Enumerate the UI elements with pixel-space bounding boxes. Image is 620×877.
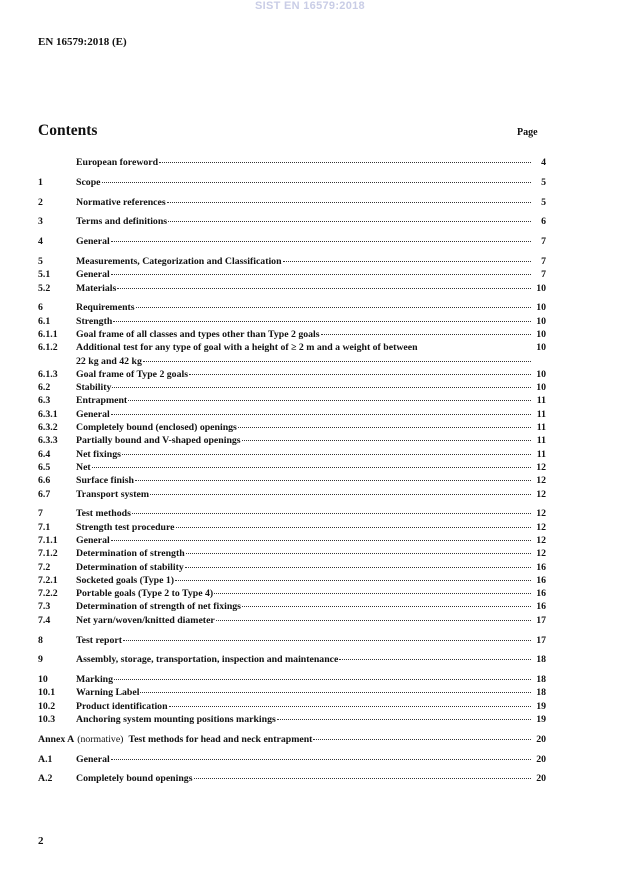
toc-entry[interactable] bbox=[38, 561, 546, 574]
toc-entry-number: 10.2 bbox=[38, 700, 56, 712]
toc-entry-page: 12 bbox=[536, 461, 546, 473]
toc-entry-title bbox=[76, 534, 532, 547]
toc-entry-title bbox=[76, 421, 532, 434]
annex-title-text: Test methods for head and neck entrapment bbox=[128, 733, 313, 745]
toc-entry-page: 19 bbox=[536, 713, 546, 725]
toc-entry-title-text: Warning Label bbox=[76, 687, 140, 699]
dot-leader bbox=[216, 620, 531, 621]
annex-entry[interactable] bbox=[38, 733, 546, 746]
toc-entry-title bbox=[76, 600, 532, 613]
toc-entry-number: 5 bbox=[38, 255, 43, 267]
dot-leader bbox=[168, 221, 531, 222]
toc-entry-title bbox=[76, 474, 532, 487]
toc-entry-title-text: Scope bbox=[76, 176, 101, 188]
toc-entry-page: 11 bbox=[536, 408, 546, 420]
dot-leader bbox=[242, 606, 531, 607]
toc-entry-page: 5 bbox=[541, 196, 546, 208]
toc-entry-page: 4 bbox=[541, 157, 546, 168]
toc-entry-page: 10 bbox=[536, 342, 546, 354]
page-number: 2 bbox=[38, 835, 44, 847]
toc-entry[interactable] bbox=[38, 448, 546, 461]
toc-entry-number: 5.1 bbox=[38, 269, 51, 281]
dot-leader bbox=[185, 567, 531, 568]
toc-entry-number: 6 bbox=[38, 302, 43, 314]
toc-entry-page: 12 bbox=[536, 475, 546, 487]
dot-leader bbox=[143, 361, 531, 362]
toc-entry-title-text: Stability bbox=[76, 382, 112, 394]
toc-entry-title-text: Terms and definitions bbox=[76, 216, 168, 228]
dot-leader bbox=[186, 553, 531, 554]
page-column-label: Page bbox=[517, 127, 538, 138]
toc-entry-title-text: Net yarn/woven/knitted diameter bbox=[76, 614, 215, 626]
toc-entry-number: 10 bbox=[38, 674, 48, 686]
dot-leader bbox=[242, 440, 531, 441]
toc-entry-title-text: Goal frame of Type 2 goals bbox=[76, 368, 189, 380]
toc-entry-title bbox=[76, 700, 532, 713]
dot-leader bbox=[92, 467, 531, 468]
dot-leader bbox=[111, 759, 531, 760]
toc-entry-title bbox=[76, 634, 532, 647]
toc-entry-number: 7.3 bbox=[38, 601, 51, 613]
toc-entry-title-text: Requirements bbox=[76, 302, 135, 314]
toc-entry-number: 1 bbox=[38, 176, 43, 188]
dot-leader bbox=[135, 480, 531, 481]
toc-entry[interactable] bbox=[38, 282, 546, 295]
toc-entry[interactable] bbox=[38, 434, 546, 447]
toc-entry[interactable] bbox=[38, 634, 546, 647]
toc-entry[interactable] bbox=[38, 488, 546, 501]
table-of-contents bbox=[38, 156, 546, 786]
toc-entry-number: 6.1.1 bbox=[38, 328, 58, 340]
dot-leader bbox=[176, 527, 531, 528]
toc-entry-number: 7.2 bbox=[38, 561, 51, 573]
toc-entry[interactable] bbox=[38, 753, 546, 766]
toc-entry-page: 12 bbox=[536, 508, 546, 520]
toc-entry-title-text: Surface finish bbox=[76, 475, 134, 487]
toc-entry-title-text: European foreword bbox=[76, 157, 159, 168]
toc-entry[interactable] bbox=[38, 301, 546, 314]
toc-entry-number: 5.2 bbox=[38, 282, 51, 294]
toc-entry-title-text: Entrapment bbox=[76, 395, 128, 407]
toc-entry-title bbox=[76, 673, 532, 686]
toc-entry-page: 11 bbox=[536, 422, 546, 434]
toc-entry-page: 10 bbox=[536, 315, 546, 327]
watermark: SIST EN 16579:2018 bbox=[255, 0, 365, 12]
toc-entry[interactable] bbox=[38, 176, 546, 189]
toc-entry-title-text: Socketed goals (Type 1) bbox=[76, 574, 175, 586]
dot-leader bbox=[169, 706, 531, 707]
dot-leader bbox=[117, 288, 531, 289]
toc-entry[interactable] bbox=[38, 686, 546, 699]
toc-entry[interactable] bbox=[38, 614, 546, 627]
toc-entry[interactable] bbox=[38, 408, 546, 421]
toc-entry-title bbox=[76, 301, 532, 314]
toc-entry-title-text: Materials bbox=[76, 282, 117, 294]
dot-leader bbox=[111, 414, 531, 415]
toc-entry-number: A.1 bbox=[38, 753, 53, 765]
toc-entry-page: 10 bbox=[536, 302, 546, 314]
toc-entry-page: 18 bbox=[536, 687, 546, 699]
dot-leader bbox=[122, 454, 531, 455]
toc-entry-title bbox=[76, 587, 532, 600]
toc-entry-title-text: General bbox=[76, 753, 110, 765]
toc-entry-number: A.2 bbox=[38, 773, 53, 785]
toc-entry[interactable] bbox=[38, 196, 546, 209]
toc-entry-page: 7 bbox=[541, 255, 546, 267]
toc-entry-title-text: Normative references bbox=[76, 196, 166, 208]
toc-entry-title-text: General bbox=[76, 269, 110, 281]
toc-entry-title bbox=[76, 521, 532, 534]
toc-entry-title-text: General bbox=[76, 534, 110, 546]
toc-entry-title-text: General bbox=[76, 408, 110, 420]
toc-entry-number: 10.1 bbox=[38, 687, 56, 699]
toc-entry[interactable] bbox=[38, 653, 546, 666]
toc-entry-page: 20 bbox=[536, 733, 546, 745]
toc-entry-number: 7.4 bbox=[38, 614, 51, 626]
toc-entry-number: 7.2.2 bbox=[38, 588, 58, 600]
toc-entry-title-text: Anchoring system mounting positions markings bbox=[76, 713, 276, 725]
toc-entry[interactable] bbox=[38, 474, 546, 487]
toc-entry-title-text: Portable goals (Type 2 to Type 4) bbox=[76, 588, 214, 600]
toc-entry-title-text: Completely bound openings bbox=[76, 773, 193, 785]
toc-entry[interactable] bbox=[38, 394, 546, 407]
toc-entry[interactable] bbox=[38, 255, 546, 268]
dot-leader bbox=[194, 778, 531, 779]
document-id: EN 16579:2018 (E) bbox=[38, 36, 127, 48]
toc-entry-title bbox=[76, 547, 532, 560]
dot-leader bbox=[128, 400, 531, 401]
toc-entry-page: 19 bbox=[536, 700, 546, 712]
toc-entry-page: 16 bbox=[536, 561, 546, 573]
toc-entry[interactable] bbox=[38, 421, 546, 434]
toc-entry-title bbox=[76, 507, 532, 520]
toc-entry-title bbox=[76, 315, 532, 328]
toc-entry[interactable] bbox=[38, 268, 546, 281]
toc-entry[interactable] bbox=[38, 772, 546, 785]
toc-entry-title bbox=[76, 255, 532, 268]
dot-leader bbox=[321, 334, 531, 335]
toc-entry-title-text: Marking bbox=[76, 674, 114, 686]
toc-entry-title bbox=[76, 653, 532, 666]
toc-entry-page: 7 bbox=[541, 269, 546, 281]
toc-entry-number: 8 bbox=[38, 634, 43, 646]
toc-entry-number: 6.1.3 bbox=[38, 368, 58, 380]
toc-entry-page: 7 bbox=[541, 236, 546, 248]
toc-entry-title-text: Net fixings bbox=[76, 448, 121, 460]
toc-entry-title bbox=[76, 156, 532, 169]
toc-entry-title-text: Strength test procedure bbox=[76, 521, 175, 533]
toc-entry[interactable] bbox=[38, 315, 546, 328]
annex-label: Annex A bbox=[38, 733, 75, 745]
toc-entry-number: 6.6 bbox=[38, 475, 51, 487]
toc-entry-title bbox=[76, 368, 532, 381]
toc-entry-title bbox=[76, 215, 532, 228]
toc-entry-number: 9 bbox=[38, 654, 43, 666]
toc-entry[interactable] bbox=[38, 235, 546, 248]
toc-entry-title-text: Determination of strength bbox=[76, 548, 185, 560]
toc-entry-title bbox=[76, 341, 532, 368]
toc-entry-number: 6.2 bbox=[38, 382, 51, 394]
toc-entry[interactable] bbox=[38, 381, 546, 394]
toc-entry-title bbox=[76, 561, 532, 574]
toc-entry-title bbox=[76, 196, 532, 209]
toc-entry-title bbox=[76, 268, 532, 281]
annex-qualifier: (normative) bbox=[77, 733, 124, 745]
toc-entry-number: 7.1.2 bbox=[38, 548, 58, 560]
toc-entry-title bbox=[76, 448, 532, 461]
toc-entry-title-line: 22 kg and 42 kg bbox=[76, 355, 142, 367]
toc-entry-number: 7.1.1 bbox=[38, 534, 58, 546]
dot-leader bbox=[136, 307, 531, 308]
toc-entry-title bbox=[76, 235, 532, 248]
dot-leader bbox=[102, 182, 532, 183]
dot-leader bbox=[339, 659, 531, 660]
toc-entry-page: 18 bbox=[536, 674, 546, 686]
dot-leader bbox=[283, 261, 531, 262]
toc-entry-page: 17 bbox=[536, 614, 546, 626]
toc-entry-number: 7.2.1 bbox=[38, 574, 58, 586]
dot-leader bbox=[150, 494, 531, 495]
toc-entry-title-text: Test methods bbox=[76, 508, 131, 520]
toc-entry-number: 6.1 bbox=[38, 315, 51, 327]
toc-entry-title-text: Measurements, Categorization and Classification bbox=[76, 255, 282, 267]
dot-leader bbox=[111, 241, 531, 242]
toc-entry-title-text: Completely bound (enclosed) openings bbox=[76, 422, 237, 434]
toc-entry-number: 10.3 bbox=[38, 713, 56, 725]
toc-entry-title bbox=[76, 408, 532, 421]
toc-entry-title bbox=[76, 461, 532, 474]
toc-entry-number: 6.1.2 bbox=[38, 342, 58, 354]
dot-leader bbox=[113, 321, 531, 322]
toc-entry-title bbox=[76, 282, 532, 295]
toc-entry[interactable] bbox=[38, 521, 546, 534]
dot-leader bbox=[159, 162, 531, 163]
toc-entry[interactable] bbox=[38, 700, 546, 713]
toc-entry[interactable] bbox=[38, 587, 546, 600]
toc-entry-title-text: Assembly, storage, transportation, inspection and maintenance bbox=[76, 654, 339, 666]
toc-entry[interactable] bbox=[38, 461, 546, 474]
toc-entry[interactable] bbox=[38, 507, 546, 520]
toc-entry-number: 6.3.3 bbox=[38, 435, 58, 447]
toc-entry[interactable] bbox=[38, 574, 546, 587]
toc-entry-title-text: Net bbox=[76, 461, 91, 473]
dot-leader bbox=[214, 593, 531, 594]
toc-entry-page: 16 bbox=[536, 601, 546, 613]
toc-entry-title-text: Partially bound and V-shaped openings bbox=[76, 435, 241, 447]
toc-entry-title bbox=[76, 753, 532, 766]
dot-leader bbox=[123, 640, 531, 641]
toc-entry-title bbox=[76, 614, 532, 627]
toc-entry-page: 18 bbox=[536, 654, 546, 666]
toc-entry-page: 12 bbox=[536, 534, 546, 546]
toc-entry-page: 10 bbox=[536, 282, 546, 294]
toc-entry-title-continuation bbox=[76, 355, 532, 368]
toc-entry-number: 4 bbox=[38, 236, 43, 248]
dot-leader bbox=[112, 387, 531, 388]
toc-entry-page: 10 bbox=[536, 368, 546, 380]
dot-leader bbox=[140, 692, 531, 693]
toc-entry-title-line: Additional test for any type of goal with a height of ≥ 2 m and a weight of between bbox=[76, 342, 418, 354]
toc-entry-title-text: Strength bbox=[76, 315, 113, 327]
toc-entry[interactable] bbox=[38, 156, 546, 169]
toc-entry[interactable] bbox=[38, 673, 546, 686]
toc-entry-number: 6.3.1 bbox=[38, 408, 58, 420]
toc-entry-title bbox=[76, 176, 532, 189]
toc-entry-page: 16 bbox=[536, 588, 546, 600]
toc-entry-page: 10 bbox=[536, 382, 546, 394]
toc-entry[interactable] bbox=[38, 600, 546, 613]
toc-entry-number: 7.1 bbox=[38, 521, 51, 533]
dot-leader bbox=[189, 374, 531, 375]
toc-entry-page: 10 bbox=[536, 328, 546, 340]
toc-entry-number: 6.5 bbox=[38, 461, 51, 473]
toc-entry-title bbox=[76, 488, 532, 501]
dot-leader bbox=[111, 274, 531, 275]
toc-entry[interactable] bbox=[38, 713, 546, 726]
toc-entry-title bbox=[76, 574, 532, 587]
toc-entry-title bbox=[76, 686, 532, 699]
toc-entry-page: 16 bbox=[536, 574, 546, 586]
toc-entry-number: 2 bbox=[38, 196, 43, 208]
toc-entry-number: 7 bbox=[38, 508, 43, 520]
toc-entry-title bbox=[76, 713, 532, 726]
dot-leader bbox=[238, 427, 531, 428]
dot-leader bbox=[277, 719, 531, 720]
toc-entry-title-text: Transport system bbox=[76, 488, 150, 500]
contents-title: Contents bbox=[38, 122, 98, 139]
dot-leader bbox=[313, 739, 531, 740]
toc-entry[interactable] bbox=[38, 341, 546, 368]
toc-entry-number: 6.3 bbox=[38, 395, 51, 407]
toc-entry-title-text: Determination of stability bbox=[76, 561, 184, 573]
dot-leader bbox=[111, 540, 531, 541]
toc-entry-title bbox=[76, 394, 532, 407]
toc-entry-title-text: Goal frame of all classes and types other than Type 2 goals bbox=[76, 328, 320, 340]
toc-entry-page: 11 bbox=[536, 395, 546, 407]
toc-entry[interactable] bbox=[38, 328, 546, 341]
toc-entry-title bbox=[76, 381, 532, 394]
toc-entry-page: 12 bbox=[536, 548, 546, 560]
toc-entry[interactable] bbox=[38, 368, 546, 381]
toc-entry-page: 17 bbox=[536, 634, 546, 646]
toc-entry-title bbox=[76, 328, 532, 341]
toc-entry-title bbox=[76, 434, 532, 447]
toc-entry-title-text: General bbox=[76, 236, 110, 248]
toc-entry-number: 6.4 bbox=[38, 448, 51, 460]
toc-entry[interactable] bbox=[38, 534, 546, 547]
toc-entry-page: 20 bbox=[536, 773, 546, 785]
toc-entry-page: 11 bbox=[536, 435, 546, 447]
toc-entry[interactable] bbox=[38, 215, 546, 228]
toc-entry-page: 11 bbox=[536, 448, 546, 460]
toc-entry-page: 12 bbox=[536, 488, 546, 500]
toc-entry-page: 20 bbox=[536, 753, 546, 765]
toc-entry[interactable] bbox=[38, 547, 546, 560]
dot-leader bbox=[114, 679, 531, 680]
toc-entry-page: 12 bbox=[536, 521, 546, 533]
dot-leader bbox=[175, 580, 531, 581]
toc-entry-page: 5 bbox=[541, 176, 546, 188]
toc-entry-title-text: Product identification bbox=[76, 700, 168, 712]
toc-entry-page: 6 bbox=[541, 216, 546, 228]
toc-entry-title-text: Determination of strength of net fixings bbox=[76, 601, 241, 613]
annex-title bbox=[38, 733, 532, 746]
toc-entry-title bbox=[76, 772, 532, 785]
dot-leader bbox=[167, 202, 531, 203]
toc-entry-number: 6.3.2 bbox=[38, 422, 58, 434]
toc-entry-number: 3 bbox=[38, 216, 43, 228]
toc-entry-title-text: Test report bbox=[76, 634, 122, 646]
dot-leader bbox=[132, 513, 531, 514]
toc-entry-number: 6.7 bbox=[38, 488, 51, 500]
